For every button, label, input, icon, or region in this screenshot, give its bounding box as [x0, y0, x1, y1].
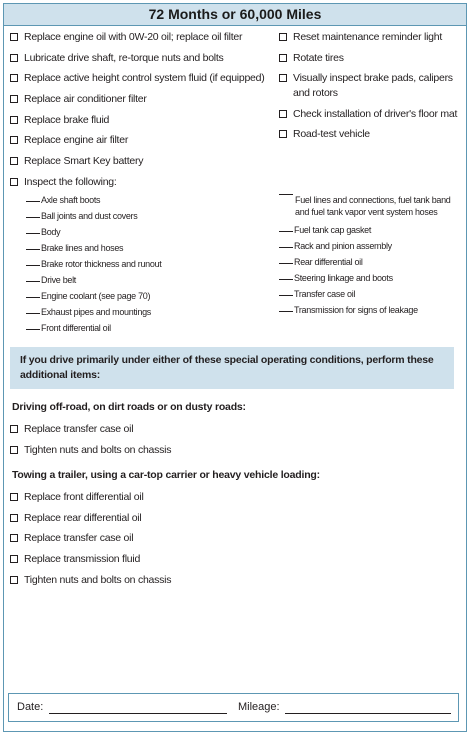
- inspect-item[interactable]: Exhaust pipes and mountings: [26, 306, 266, 318]
- checklist-item[interactable]: Road-test vehicle: [279, 127, 459, 142]
- checklist-item[interactable]: Rotate tires: [279, 51, 459, 66]
- checkbox[interactable]: [279, 54, 287, 62]
- check-blank[interactable]: [26, 281, 40, 282]
- checkbox[interactable]: [10, 514, 18, 522]
- inspect-item[interactable]: Transmission for signs of leakage: [279, 304, 459, 316]
- check-blank[interactable]: [279, 295, 293, 296]
- inspect-item[interactable]: Brake rotor thickness and runout: [26, 258, 266, 270]
- checkbox[interactable]: [10, 576, 18, 584]
- inspect-item[interactable]: Body: [26, 226, 266, 238]
- check-blank[interactable]: [26, 265, 40, 266]
- checkbox[interactable]: [279, 33, 287, 41]
- checklist-item[interactable]: Visually inspect brake pads, calipers and rotors: [279, 71, 459, 101]
- maintenance-card: [3, 3, 467, 732]
- check-blank[interactable]: [26, 249, 40, 250]
- inspect-item[interactable]: Rack and pinion assembly: [279, 240, 459, 252]
- checkbox[interactable]: [10, 178, 18, 186]
- checklist-item[interactable]: Replace air conditioner filter: [10, 92, 270, 107]
- date-field[interactable]: [49, 713, 227, 714]
- checklist-item[interactable]: Check installation of driver's floor mat: [279, 107, 464, 122]
- check-blank[interactable]: [279, 194, 293, 195]
- record-footer: [8, 693, 459, 722]
- inspect-item[interactable]: Front differential oil: [26, 322, 266, 334]
- check-blank[interactable]: [26, 297, 40, 298]
- inspect-item[interactable]: Rear differential oil: [279, 256, 459, 268]
- mileage-label: Mileage:: [238, 701, 280, 713]
- checkbox[interactable]: [10, 425, 18, 433]
- check-blank[interactable]: [279, 247, 293, 248]
- checklist-item[interactable]: Replace engine oil with 0W-20 oil; replace oil filter: [10, 30, 270, 45]
- check-blank[interactable]: [279, 263, 293, 264]
- page-title: 72 Months or 60,000 Miles: [4, 4, 466, 26]
- checklist-item[interactable]: Reset maintenance reminder light: [279, 30, 459, 45]
- towing-heading: Towing a trailer, using a car-top carrier or heavy vehicle loading:: [12, 469, 320, 481]
- inspect-item[interactable]: Steering linkage and boots: [279, 272, 459, 284]
- checklist-item[interactable]: Replace brake fluid: [10, 113, 270, 128]
- checkbox[interactable]: [10, 534, 18, 542]
- checkbox[interactable]: [10, 446, 18, 454]
- checklist-item[interactable]: Lubricate drive shaft, re-torque nuts and bolts: [10, 51, 270, 66]
- checklist-item[interactable]: Replace transfer case oil: [10, 531, 270, 546]
- inspect-item[interactable]: Fuel tank cap gasket: [279, 224, 459, 236]
- inspect-item[interactable]: Drive belt: [26, 274, 266, 286]
- special-conditions-notice: If you drive primarily under either of these special operating conditions, perform these additional items:: [10, 347, 454, 389]
- mileage-field[interactable]: [285, 713, 451, 714]
- inspect-item[interactable]: Fuel lines and connections, fuel tank band and fuel tank vapor vent system hoses: [279, 194, 459, 218]
- checkbox[interactable]: [279, 110, 287, 118]
- checklist-item[interactable]: Replace active height control system fluid (if equipped): [10, 71, 280, 86]
- check-blank[interactable]: [279, 279, 293, 280]
- check-blank[interactable]: [26, 217, 40, 218]
- checkbox[interactable]: [10, 54, 18, 62]
- checkbox[interactable]: [10, 33, 18, 41]
- check-blank[interactable]: [26, 233, 40, 234]
- inspect-item[interactable]: Transfer case oil: [279, 288, 459, 300]
- inspect-item[interactable]: Brake lines and hoses: [26, 242, 266, 254]
- check-blank[interactable]: [26, 329, 40, 330]
- check-blank[interactable]: [279, 311, 293, 312]
- date-label: Date:: [17, 701, 44, 713]
- checkbox[interactable]: [279, 130, 287, 138]
- inspect-item[interactable]: Engine coolant (see page 70): [26, 290, 266, 302]
- check-blank[interactable]: [26, 201, 40, 202]
- checkbox[interactable]: [10, 95, 18, 103]
- checklist-item[interactable]: Replace Smart Key battery: [10, 154, 270, 169]
- checklist-item[interactable]: Replace transmission fluid: [10, 552, 270, 567]
- check-blank[interactable]: [26, 313, 40, 314]
- checkbox[interactable]: [10, 136, 18, 144]
- checkbox[interactable]: [10, 493, 18, 501]
- check-blank[interactable]: [279, 231, 293, 232]
- checkbox[interactable]: [10, 116, 18, 124]
- checkbox[interactable]: [10, 157, 18, 165]
- checklist-item[interactable]: Tighten nuts and bolts on chassis: [10, 443, 270, 458]
- checkbox[interactable]: [279, 74, 287, 82]
- inspect-item[interactable]: Ball joints and dust covers: [26, 210, 266, 222]
- checklist-item[interactable]: Tighten nuts and bolts on chassis: [10, 573, 270, 588]
- offroad-heading: Driving off-road, on dirt roads or on dusty roads:: [12, 401, 246, 413]
- checklist-item[interactable]: Replace engine air filter: [10, 133, 270, 148]
- checkbox[interactable]: [10, 74, 18, 82]
- inspect-item[interactable]: Axle shaft boots: [26, 194, 266, 206]
- checklist-item[interactable]: Replace transfer case oil: [10, 422, 270, 437]
- checklist-item[interactable]: Replace front differential oil: [10, 490, 270, 505]
- checkbox[interactable]: [10, 555, 18, 563]
- checklist-item[interactable]: Inspect the following:: [10, 175, 270, 190]
- checklist-item[interactable]: Replace rear differential oil: [10, 511, 270, 526]
